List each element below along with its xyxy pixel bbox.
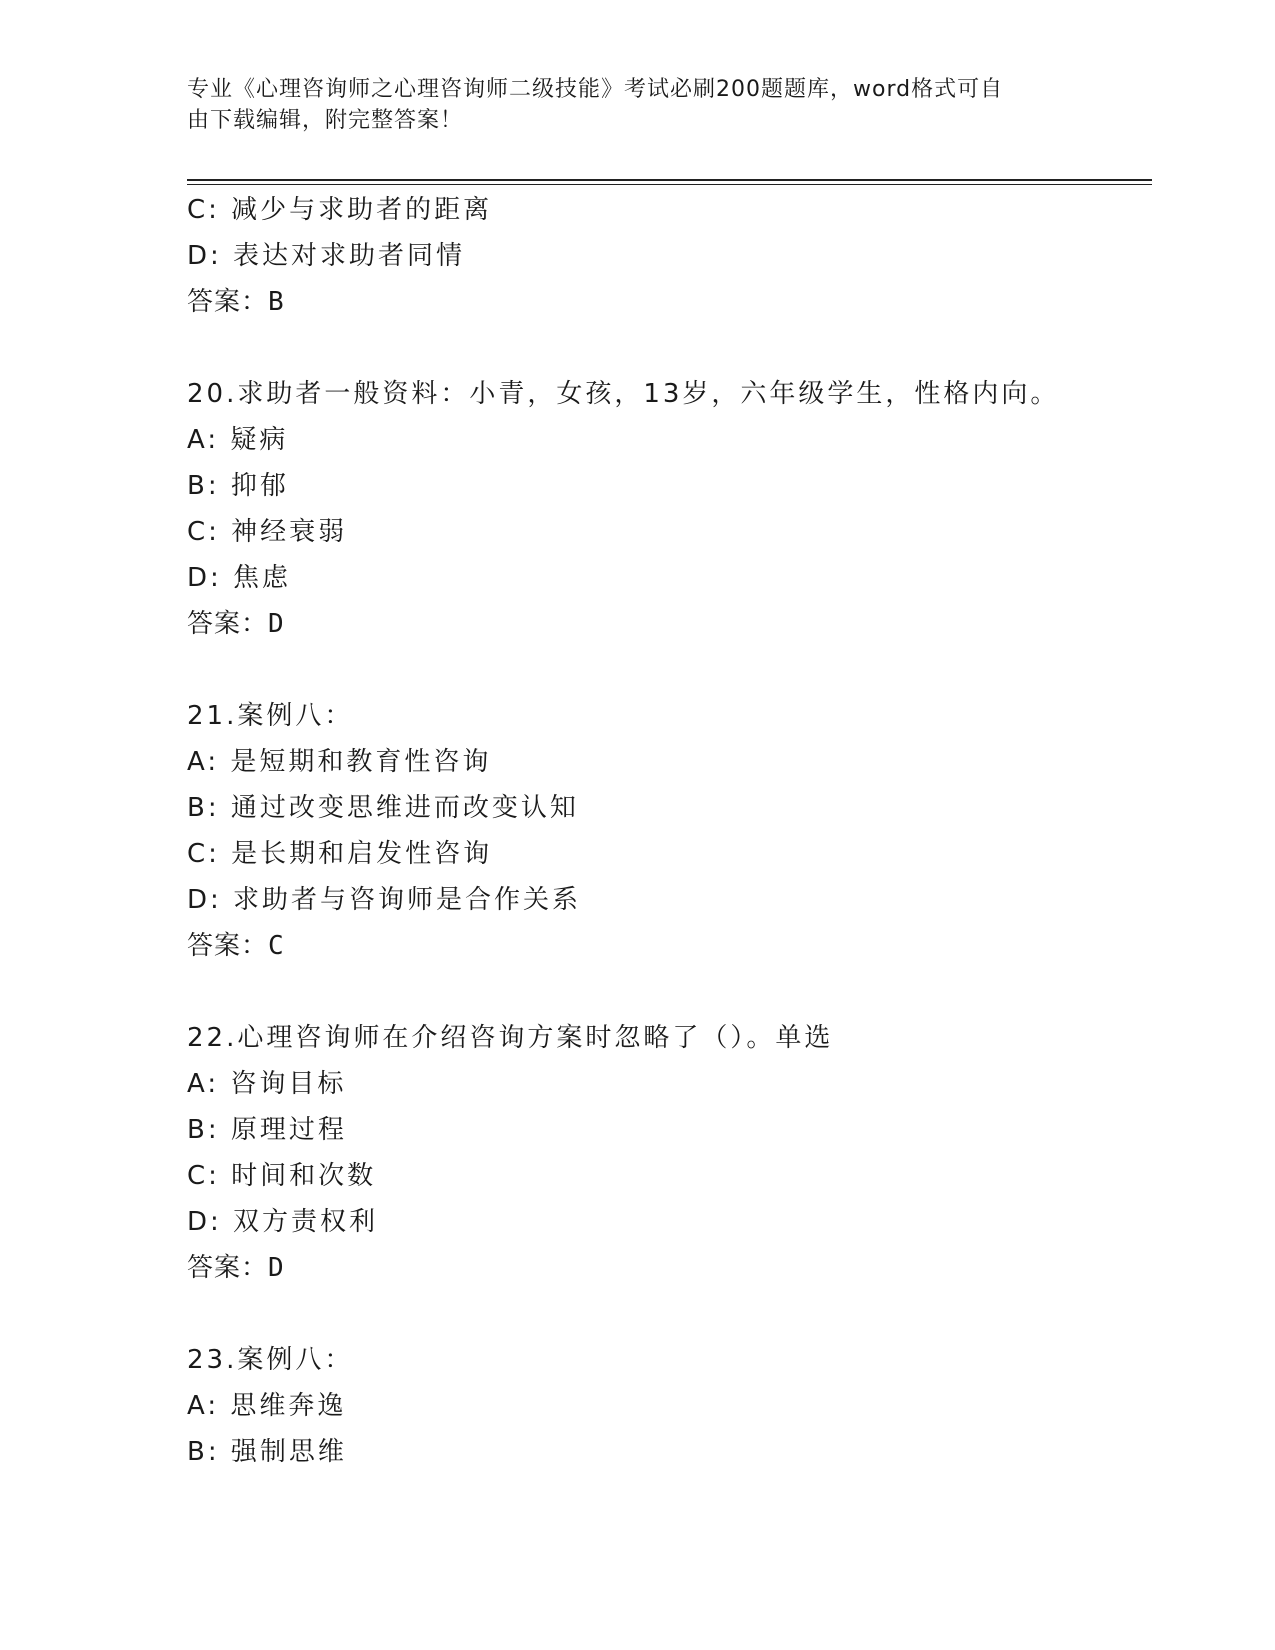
document-header [187, 74, 1067, 136]
answer-value: B [268, 287, 285, 317]
header-line-1: 专业《心理咨询师之心理咨询师二级技能》考试必刷200题题库，word格式可自 [187, 77, 1004, 102]
answer-label: 答案： [187, 609, 269, 639]
option-a: A: 是短期和教育性咨询 [187, 747, 492, 777]
question-text: 23.案例八： [187, 1345, 354, 1375]
question-23 [187, 1337, 1152, 1475]
answer-label: 答案： [187, 931, 269, 961]
option-b: B: 强制思维 [187, 1437, 347, 1467]
option-c: C: 时间和次数 [187, 1161, 377, 1191]
question-list [187, 187, 1152, 1475]
question-text: 20.求助者一般资料：小青，女孩，13岁，六年级学生，性格内向。 [187, 379, 1060, 409]
header-divider-thick [187, 179, 1152, 181]
option-d: D: 双方责权利 [187, 1207, 379, 1237]
option-b: B: 通过改变思维进而改变认知 [187, 793, 579, 823]
option-d: D: 求助者与咨询师是合作关系 [187, 885, 582, 915]
option-c: C: 是长期和启发性咨询 [187, 839, 493, 869]
option-c: C: 神经衰弱 [187, 517, 348, 547]
option-d: D: 表达对求助者同情 [187, 241, 466, 271]
answer-line [187, 279, 1152, 325]
answer-label: 答案： [187, 287, 269, 317]
question-22 [187, 1015, 1152, 1291]
option-b: B: 抑郁 [187, 471, 289, 501]
question-text: 22.心理咨询师在介绍咨询方案时忽略了（）。单选 [187, 1023, 834, 1053]
option-a: A: 疑病 [187, 425, 289, 455]
question-20 [187, 371, 1152, 647]
question-19-tail [187, 187, 1152, 325]
question-21 [187, 693, 1152, 969]
answer-label: 答案： [187, 1253, 269, 1283]
answer-line [187, 923, 1152, 969]
answer-value: D [268, 1253, 285, 1283]
header-divider-thin [187, 184, 1152, 185]
option-a: A: 思维奔逸 [187, 1391, 347, 1421]
option-d: D: 焦虑 [187, 563, 292, 593]
option-b: B: 原理过程 [187, 1115, 347, 1145]
answer-line [187, 1245, 1152, 1291]
spacer [187, 647, 1152, 693]
header-line-2: 由下载编辑，附完整答案！ [187, 108, 464, 133]
spacer [187, 325, 1152, 371]
answer-value: C [268, 931, 285, 961]
option-a: A: 咨询目标 [187, 1069, 347, 1099]
question-text: 21.案例八： [187, 701, 354, 731]
spacer [187, 969, 1152, 1015]
spacer [187, 1291, 1152, 1337]
answer-line [187, 601, 1152, 647]
answer-value: D [268, 609, 285, 639]
option-c: C: 减少与求助者的距离 [187, 195, 493, 225]
